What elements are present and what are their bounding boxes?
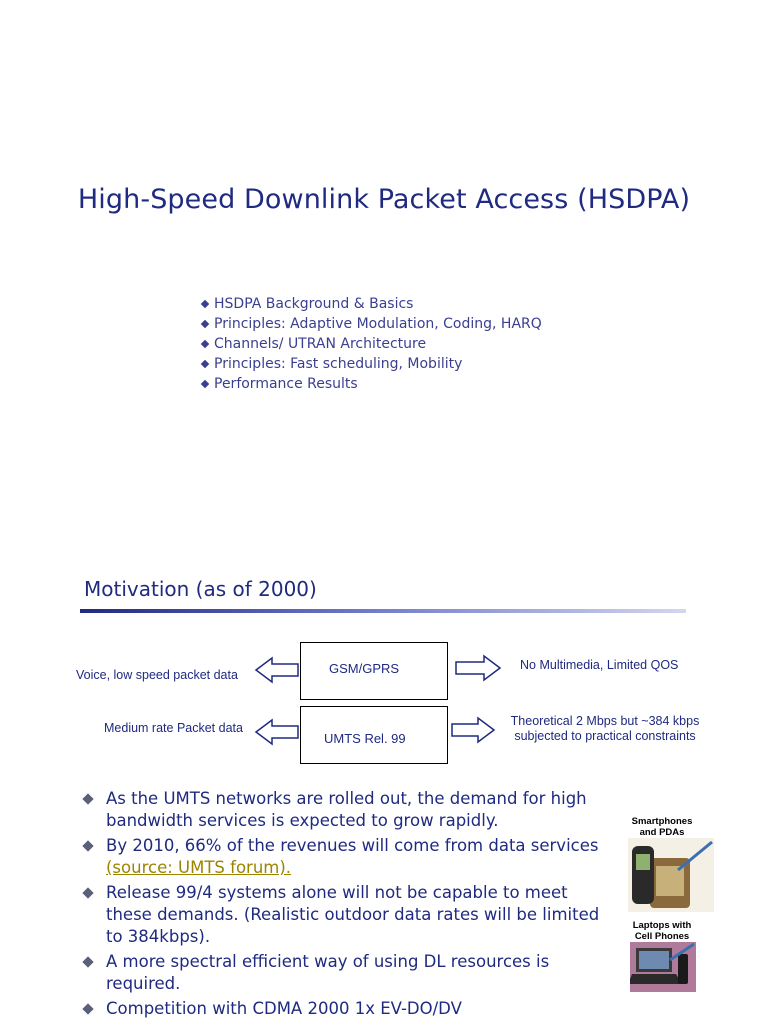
slide-title: High-Speed Downlink Packet Access (HSDPA) — [77, 184, 691, 215]
right-arrow-icon — [452, 718, 494, 742]
diamond-bullet-icon — [82, 840, 93, 851]
bullet-text: A more spectral efficient way of using DL resources is required. — [106, 952, 550, 993]
umts-right-label-line: Theoretical 2 Mbps but ~384 kbps — [510, 714, 700, 728]
bullet-item — [78, 835, 618, 879]
diamond-bullet-icon — [82, 887, 93, 898]
bullet-text: As the UMTS networks are rolled out, the demand for high bandwidth services is expected to grow rapidly. — [106, 789, 587, 830]
gsm-right-label: No Multimedia, Limited QOS — [520, 658, 679, 672]
outline-item — [200, 314, 542, 334]
caption-line: Smartphones — [631, 816, 693, 827]
right-arrow-icon — [456, 656, 500, 680]
laptops-caption — [622, 920, 702, 942]
section-title: Motivation (as of 2000) — [84, 577, 317, 601]
outline-item-label: Principles: Adaptive Modulation, Coding, HARQ — [214, 316, 542, 332]
caption-line: and PDAs — [639, 827, 685, 838]
diamond-bullet-icon — [201, 380, 209, 388]
smartphones-image — [628, 838, 714, 912]
laptops-image — [630, 942, 696, 992]
bullet-text: Release 99/4 systems alone will not be capable to meet these demands. (Realistic outdoor data rates will be limited to 384kbps). — [106, 883, 600, 946]
outline-item — [200, 374, 542, 394]
bullet-item — [78, 882, 618, 948]
caption-line: Laptops with — [632, 920, 692, 931]
section-divider — [80, 609, 686, 613]
left-arrow-icon — [256, 658, 298, 682]
bullet-item — [78, 998, 618, 1020]
outline-item-label: Principles: Fast scheduling, Mobility — [214, 356, 463, 372]
outline-item — [200, 294, 542, 314]
bullet-text — [106, 835, 618, 879]
outline-item-label: Performance Results — [214, 376, 358, 392]
bullet-item — [78, 951, 618, 995]
bullet-text-main: By 2010, 66% of the revenues will come from data services — [106, 836, 599, 855]
umts-left-label: Medium rate Packet data — [104, 721, 243, 735]
diamond-bullet-icon — [82, 956, 93, 967]
diamond-bullet-icon — [201, 300, 209, 308]
left-arrow-icon — [256, 720, 298, 744]
outline-list — [200, 294, 542, 394]
gsm-left-label: Voice, low speed packet data — [76, 668, 238, 682]
smartphones-caption — [622, 816, 702, 838]
source-link[interactable]: (source: UMTS forum). — [106, 858, 292, 877]
bullet-item — [78, 788, 618, 832]
diamond-bullet-icon — [201, 340, 209, 348]
diamond-bullet-icon — [82, 793, 93, 804]
umts-label: UMTS Rel. 99 — [324, 731, 406, 746]
bullet-text: Competition with CDMA 2000 1x EV-DO/DV — [106, 999, 462, 1018]
outline-item — [200, 334, 542, 354]
outline-item — [200, 354, 542, 374]
diamond-bullet-icon — [82, 1003, 93, 1014]
gsm-gprs-label: GSM/GPRS — [329, 661, 400, 676]
umts-right-label-line: subjected to practical constraints — [514, 729, 696, 743]
caption-line: Cell Phones — [634, 931, 690, 942]
diamond-bullet-icon — [201, 360, 209, 368]
diamond-bullet-icon — [201, 320, 209, 328]
outline-item-label: Channels/ UTRAN Architecture — [214, 336, 427, 352]
outline-item-label: HSDPA Background & Basics — [214, 296, 414, 312]
umts-right-label — [500, 714, 710, 744]
bullet-list — [78, 788, 618, 1023]
